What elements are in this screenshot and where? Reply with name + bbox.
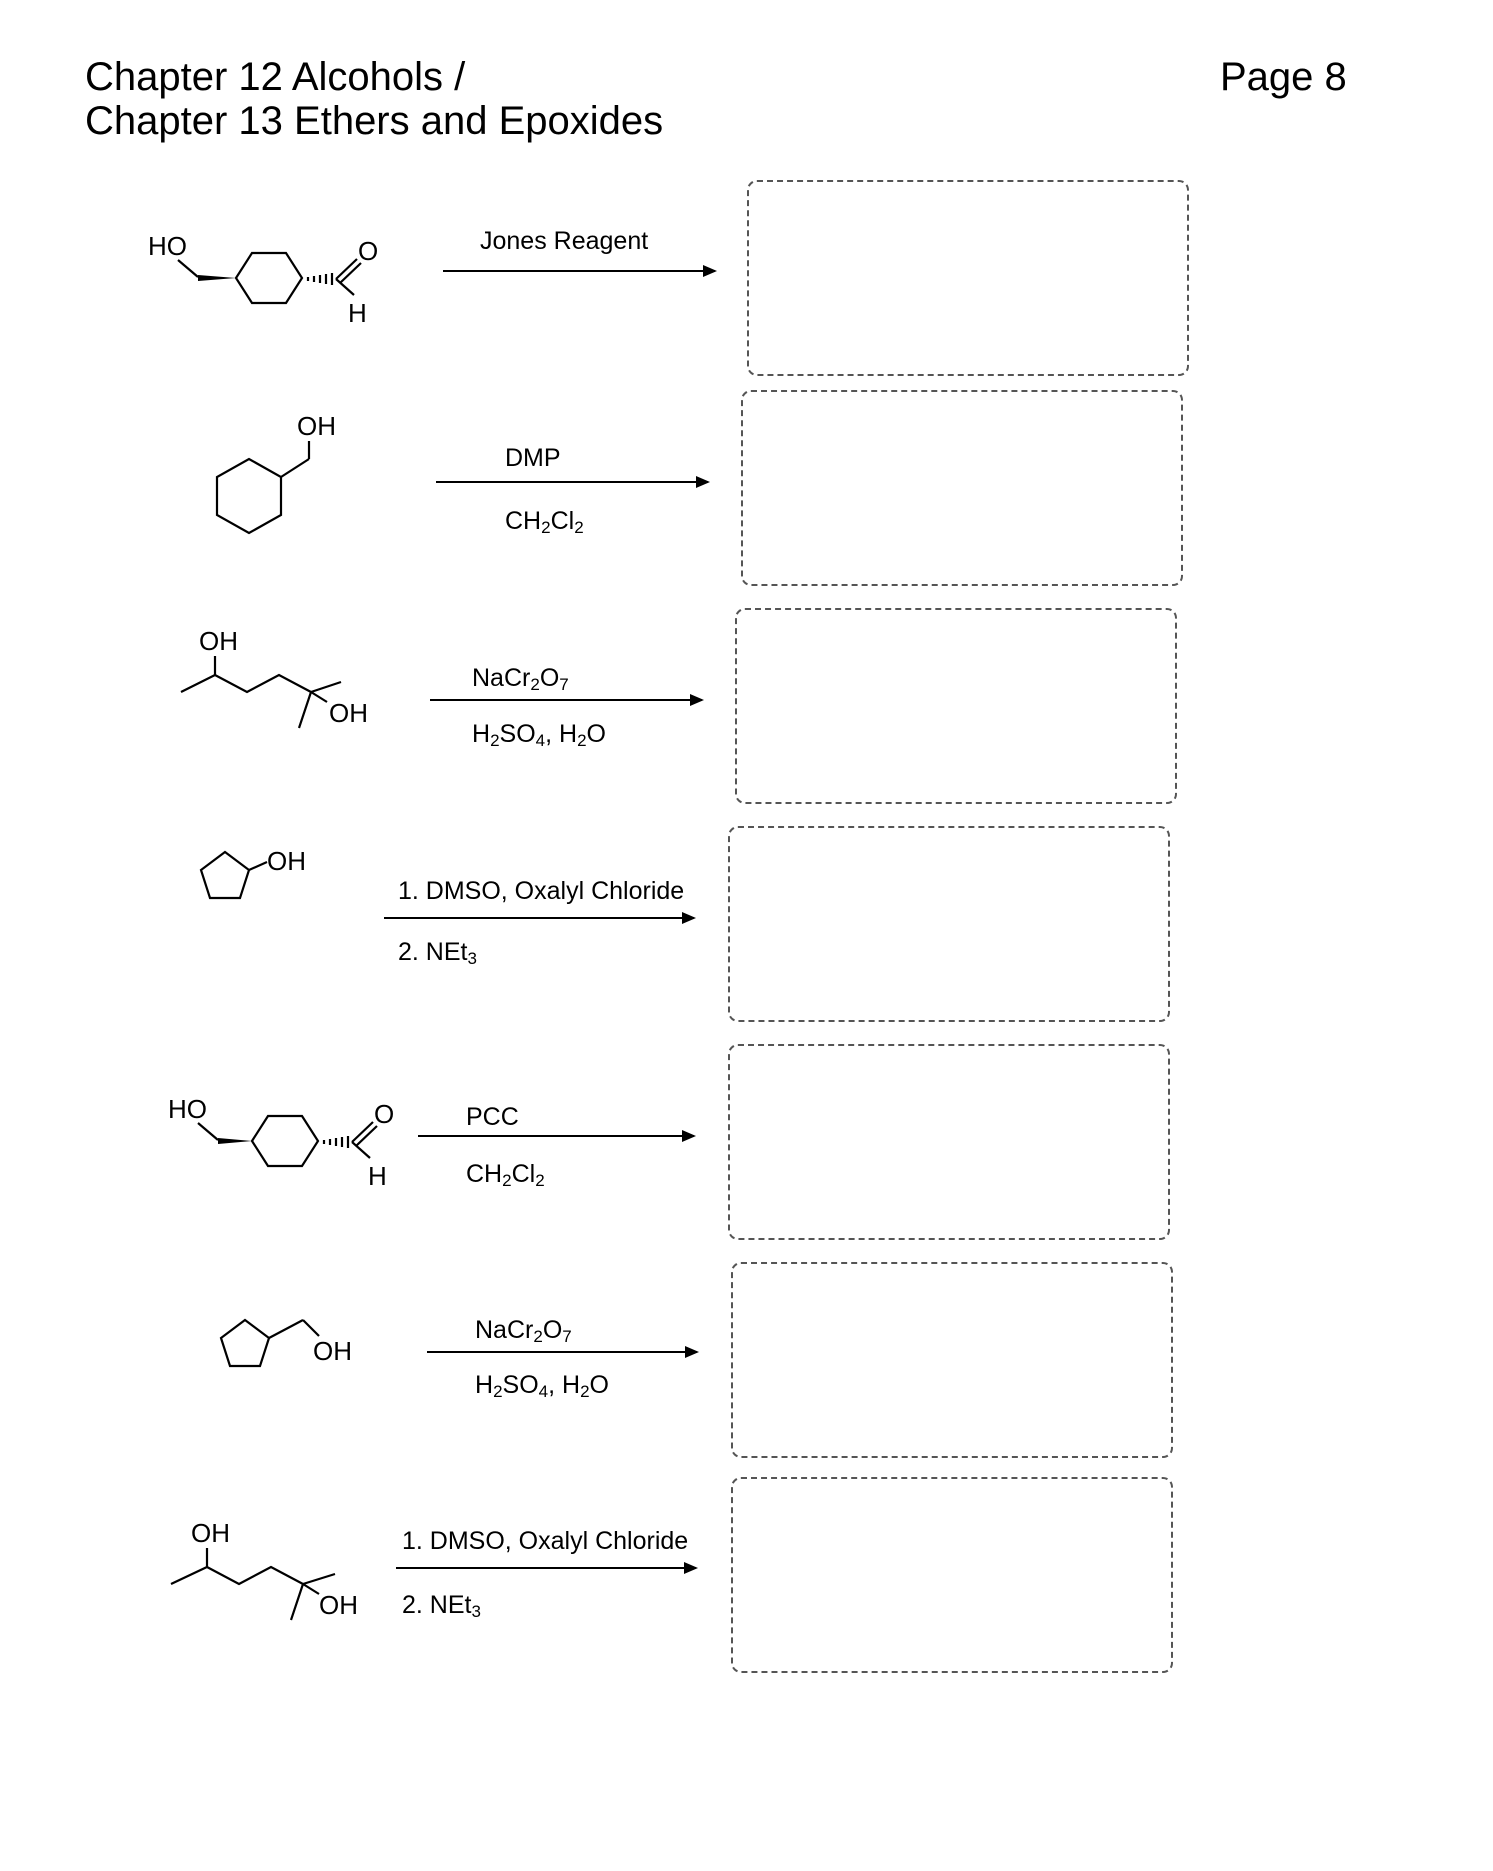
reaction-2-reagent-top: DMP <box>505 444 561 472</box>
page-number: Page 8 <box>1220 55 1347 99</box>
molecule-7-label-oh-2: OH <box>319 1590 358 1620</box>
title-line-2: Chapter 13 Ethers and Epoxides <box>85 99 664 143</box>
molecule-1-ring <box>236 253 302 303</box>
molecule-1-hash <box>308 273 332 285</box>
reaction-3-reagent-bottom: $H_2SO_4$, $H_2O$ <box>472 720 606 750</box>
page-title <box>85 55 663 143</box>
title-line-1: Chapter 12 Alcohols / <box>85 55 466 99</box>
reaction-7-arrow <box>396 1567 696 1569</box>
answer-box-5[interactable] <box>728 1044 1170 1240</box>
molecule-3-structure <box>175 620 385 740</box>
reaction-3-arrow <box>430 699 702 701</box>
reaction-6-reagent-top: $NaCr_2O_7$ <box>475 1316 572 1346</box>
molecule-5-wedge <box>218 1138 252 1144</box>
reaction-4-arrow <box>384 917 694 919</box>
reaction-7-reagent-top: 1. DMSO, Oxalyl Chloride <box>402 1527 689 1555</box>
reaction-3-reagent-top: $NaCr_2O_7$ <box>472 664 569 694</box>
answer-box-4[interactable] <box>728 826 1170 1022</box>
molecule-5-hash <box>324 1136 348 1148</box>
molecule-1-label-ho: HO <box>148 231 187 261</box>
reaction-5-reagent-bottom: $CH_2Cl_2$ <box>466 1160 545 1190</box>
reaction-6-arrow <box>427 1351 697 1353</box>
molecule-1-wedge <box>198 275 236 281</box>
reaction-5-reagent-top: PCC <box>466 1103 519 1131</box>
answer-box-6[interactable] <box>731 1262 1173 1458</box>
reaction-2-reagent-bottom: $CH_2Cl_2$ <box>505 507 584 537</box>
molecule-7-label-oh-1: OH <box>191 1518 230 1548</box>
molecule-4-ring <box>201 852 249 898</box>
answer-box-7[interactable] <box>731 1477 1173 1673</box>
reaction-5-arrow <box>418 1135 694 1137</box>
reaction-1-reagent-top: Jones Reagent <box>480 227 649 255</box>
reaction-1-arrow <box>443 270 715 272</box>
molecule-6-ring <box>221 1320 269 1366</box>
answer-box-3[interactable] <box>735 608 1177 804</box>
reaction-4-reagent-top: 1. DMSO, Oxalyl Chloride <box>398 877 685 905</box>
molecule-3-label-oh-1: OH <box>199 626 238 656</box>
molecule-2-ring <box>217 459 281 533</box>
reaction-6-reagent-bottom: $H_2SO_4$, $H_2O$ <box>475 1371 609 1401</box>
molecule-5-ring <box>252 1116 318 1166</box>
molecule-7-chain <box>171 1567 303 1584</box>
molecule-6-label-oh: OH <box>313 1336 352 1366</box>
answer-box-1[interactable] <box>747 180 1189 376</box>
reaction-4-reagent-bottom: 2. NEt$_3$ <box>398 938 477 968</box>
molecule-5-structure <box>160 1088 420 1191</box>
molecule-2-structure <box>205 405 355 540</box>
molecule-3-label-oh-2: OH <box>329 698 368 728</box>
molecule-5-label-h: H <box>368 1161 387 1191</box>
molecule-7-structure <box>165 1512 375 1632</box>
molecule-4-label-oh: OH <box>267 846 306 876</box>
molecule-1-structure <box>140 225 400 328</box>
molecule-6-structure <box>195 1300 365 1390</box>
molecule-5-label-o: O <box>374 1099 395 1129</box>
molecule-2-label-oh: OH <box>297 411 336 441</box>
answer-box-2[interactable] <box>741 390 1183 586</box>
molecule-1-label-h: H <box>348 298 367 328</box>
reaction-2-arrow <box>436 481 708 483</box>
molecule-1-label-o: O <box>358 236 379 266</box>
molecule-3-chain <box>181 675 311 692</box>
molecule-4-structure <box>175 840 325 930</box>
molecule-5-label-ho: HO <box>168 1094 207 1124</box>
reaction-7-reagent-bottom: 2. NEt$_3$ <box>402 1591 481 1621</box>
